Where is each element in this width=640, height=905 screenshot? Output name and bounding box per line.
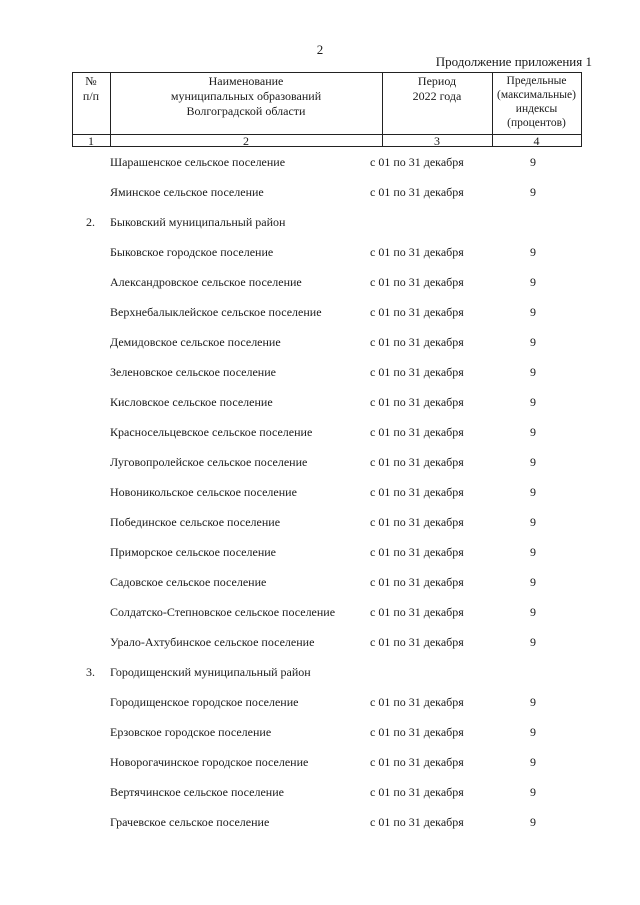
- period-cell: с 01 по 31 декабря: [370, 395, 464, 409]
- period-cell: с 01 по 31 декабря: [370, 515, 464, 529]
- municipality-name: Ерзовское городское поселение: [110, 725, 272, 739]
- period-cell: с 01 по 31 декабря: [370, 455, 464, 469]
- period-cell: с 01 по 31 декабря: [370, 425, 464, 439]
- column-number: 2: [243, 134, 249, 148]
- index-value: 9: [530, 695, 536, 709]
- period-cell: с 01 по 31 декабря: [370, 185, 464, 199]
- column-number: 1: [88, 134, 94, 148]
- municipality-name: Демидовское сельское поселение: [110, 335, 281, 349]
- period-cell: с 01 по 31 декабря: [370, 365, 464, 379]
- header-top-border: [72, 72, 582, 73]
- period-cell: с 01 по 31 декабря: [370, 335, 464, 349]
- period-cell: с 01 по 31 декабря: [370, 545, 464, 559]
- index-value: 9: [530, 335, 536, 349]
- index-value: 9: [530, 785, 536, 799]
- municipality-name: Яминское сельское поселение: [110, 185, 264, 199]
- municipality-name: Городищенский муниципальный район: [110, 665, 311, 679]
- header-period: Период 2022 года: [412, 74, 462, 103]
- municipality-name: Быковский муниципальный район: [110, 215, 286, 229]
- municipality-name: Александровское сельское поселение: [110, 275, 302, 289]
- municipality-name: Зеленовское сельское поселение: [110, 365, 276, 379]
- period-cell: с 01 по 31 декабря: [370, 635, 464, 649]
- index-value: 9: [530, 515, 536, 529]
- header-index: Предельные (максимальные) индексы (процентов): [497, 75, 576, 129]
- period-cell: с 01 по 31 декабря: [370, 155, 464, 169]
- municipality-name: Верхнебалыклейское сельское поселение: [110, 305, 322, 319]
- index-value: 9: [530, 455, 536, 469]
- period-cell: с 01 по 31 декабря: [370, 725, 464, 739]
- municipality-name: Новорогачинское городское поселение: [110, 755, 309, 769]
- municipality-name: Солдатско-Степновское сельское поселение: [110, 605, 336, 619]
- index-value: 9: [530, 635, 536, 649]
- index-value: 9: [530, 185, 536, 199]
- municipality-name: Луговопролейское сельское поселение: [110, 455, 308, 469]
- index-value: 9: [530, 485, 536, 499]
- header-col-divider: [581, 72, 582, 147]
- header-num: № п/п: [82, 74, 100, 103]
- period-cell: с 01 по 31 декабря: [370, 575, 464, 589]
- period-cell: с 01 по 31 декабря: [370, 485, 464, 499]
- municipality-name: Городищенское городское поселение: [110, 695, 299, 709]
- municipality-name: Быковское городское поселение: [110, 245, 274, 259]
- table-header: [72, 72, 582, 147]
- index-value: 9: [530, 575, 536, 589]
- index-value: 9: [530, 245, 536, 259]
- period-cell: с 01 по 31 декабря: [370, 605, 464, 619]
- continuation-note: Продолжение приложения 1: [435, 54, 592, 69]
- row-number: 3.: [86, 665, 95, 679]
- index-value: 9: [530, 305, 536, 319]
- header-name: Наименование муниципальных образований Волгоградской области: [170, 74, 322, 118]
- period-cell: с 01 по 31 декабря: [370, 785, 464, 799]
- column-number: 4: [533, 134, 540, 148]
- municipality-name: Урало-Ахтубинское сельское поселение: [110, 635, 315, 649]
- period-cell: с 01 по 31 декабря: [370, 275, 464, 289]
- period-cell: с 01 по 31 декабря: [370, 245, 464, 259]
- municipality-name: Приморское сельское поселение: [110, 545, 276, 559]
- row-number: 2.: [86, 215, 95, 229]
- page-number: 2: [316, 42, 324, 57]
- period-cell: с 01 по 31 декабря: [370, 815, 464, 829]
- index-value: 9: [530, 605, 536, 619]
- municipality-name: Побединское сельское поселение: [110, 515, 281, 529]
- index-value: 9: [530, 365, 536, 379]
- period-cell: с 01 по 31 декабря: [370, 305, 464, 319]
- index-value: 9: [530, 725, 536, 739]
- index-value: 9: [530, 425, 536, 439]
- municipality-name: Новоникольское сельское поселение: [110, 485, 297, 499]
- municipality-name: Красносельцевское сельское поселение: [110, 425, 313, 439]
- municipality-name: Кисловское сельское поселение: [110, 395, 273, 409]
- period-cell: с 01 по 31 декабря: [370, 755, 464, 769]
- index-value: 9: [530, 395, 536, 409]
- municipality-name: Грачевское сельское поселение: [110, 815, 270, 829]
- index-value: 9: [530, 155, 536, 169]
- municipality-name: Вертячинское сельское поселение: [110, 785, 284, 799]
- column-number: 3: [434, 134, 440, 148]
- index-value: 9: [530, 815, 536, 829]
- municipality-name: Шарашенское сельское поселение: [110, 155, 286, 169]
- index-value: 9: [530, 755, 536, 769]
- index-value: 9: [530, 545, 536, 559]
- period-cell: с 01 по 31 декабря: [370, 695, 464, 709]
- municipality-name: Садовское сельское поселение: [110, 575, 267, 589]
- index-value: 9: [530, 275, 536, 289]
